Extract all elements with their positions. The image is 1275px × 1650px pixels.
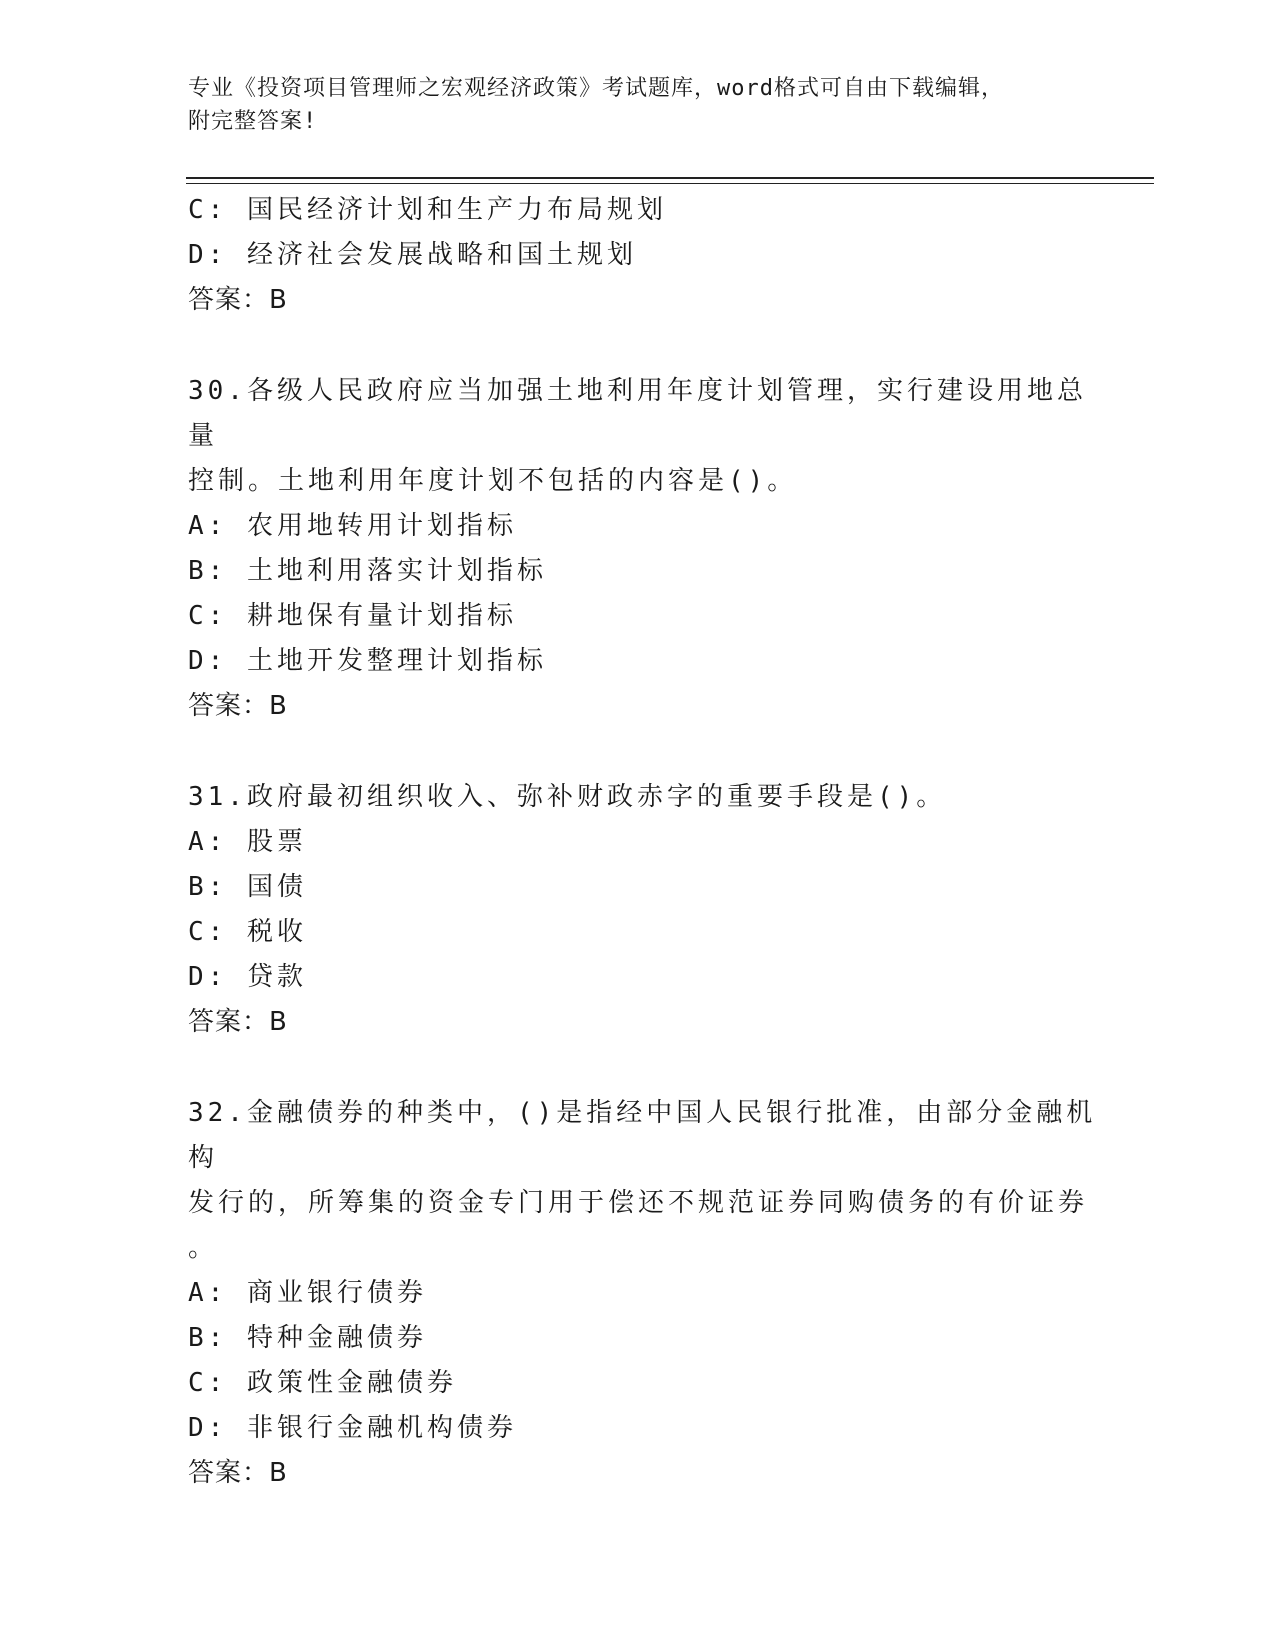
option-c: C: 税收	[188, 917, 307, 947]
option-a: A: 股票	[188, 827, 307, 857]
question-30	[188, 369, 1108, 729]
question-stem-line: 控制。土地利用年度计划不包括的内容是()。	[188, 466, 798, 496]
document-header	[188, 72, 1088, 138]
question-stem-line: 。	[188, 1233, 219, 1263]
option-b: B: 国债	[188, 872, 307, 902]
answer-line: 答案：B	[188, 285, 288, 315]
answer-line: 答案：B	[188, 691, 288, 721]
option-a: A: 商业银行债券	[188, 1278, 427, 1308]
option-c: C: 耕地保有量计划指标	[188, 601, 517, 631]
option-c: C: 国民经济计划和生产力布局规划	[188, 195, 667, 225]
question-list	[188, 188, 1108, 1496]
header-rule-thin	[186, 183, 1154, 184]
option-b: B: 土地利用落实计划指标	[188, 556, 547, 586]
header-rule-thick	[186, 177, 1154, 179]
option-d: D: 贷款	[188, 962, 307, 992]
question-stem-line: 30.各级人民政府应当加强土地利用年度计划管理，实行建设用地总量	[188, 376, 1087, 451]
option-d: D: 非银行金融机构债券	[188, 1413, 517, 1443]
continued-question	[188, 188, 1108, 323]
answer-line: 答案：B	[188, 1007, 288, 1037]
option-d: D: 经济社会发展战略和国土规划	[188, 240, 637, 270]
question-stem-line: 32.金融债券的种类中，()是指经中国人民银行批准，由部分金融机构	[188, 1098, 1097, 1173]
option-b: B: 特种金融债券	[188, 1323, 427, 1353]
question-31	[188, 775, 1108, 1045]
question-stem-line: 发行的，所筹集的资金专门用于偿还不规范证券同购债务的有价证券	[188, 1188, 1089, 1218]
header-line-1: 专业《投资项目管理师之宏观经济政策》考试题库，word格式可自由下载编辑，	[188, 76, 1004, 101]
question-32	[188, 1091, 1108, 1496]
answer-line: 答案：B	[188, 1458, 288, 1488]
option-d: D: 土地开发整理计划指标	[188, 646, 547, 676]
header-line-2: 附完整答案!	[188, 109, 318, 134]
option-a: A: 农用地转用计划指标	[188, 511, 517, 541]
option-c: C: 政策性金融债券	[188, 1368, 457, 1398]
question-stem-line: 31.政府最初组织收入、弥补财政赤字的重要手段是()。	[188, 782, 947, 812]
